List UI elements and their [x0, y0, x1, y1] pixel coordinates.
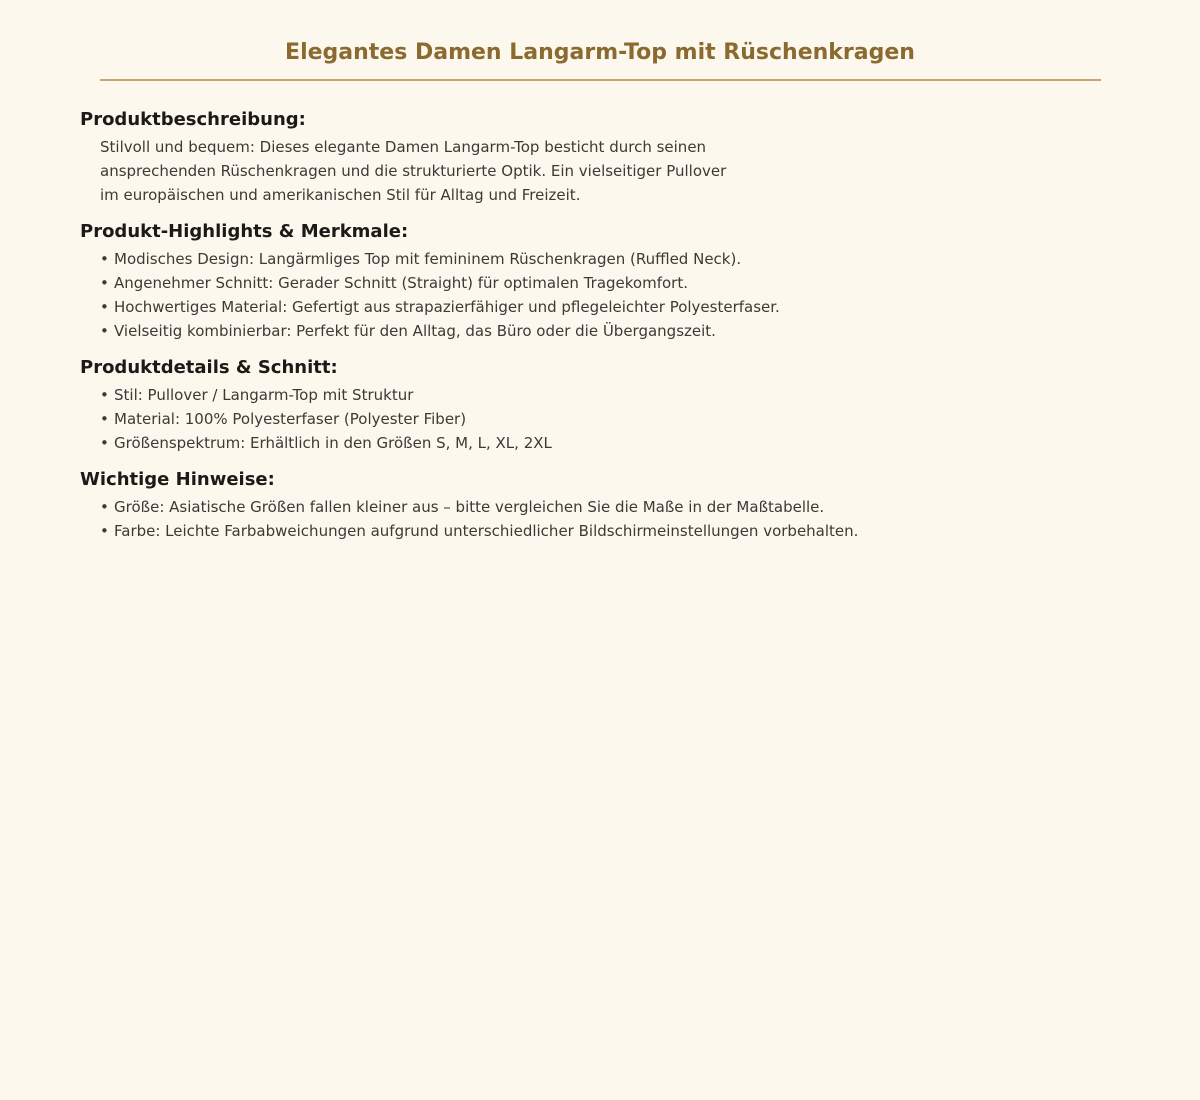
- description-paragraph: Stilvoll und bequem: Dieses elegante Damen Langarm-Top besticht durch seinen ansprechenden Rüschenkragen und die strukturierte Optik. Ein vielseitiger Pullover im europäischen und amerikanischen Stil für Alltag und Freizeit.: [100, 138, 727, 204]
- details-list: [80, 383, 1120, 455]
- list-item-text: Angenehmer Schnitt: Gerader Schnitt (Straight) für optimalen Tragekomfort.: [114, 274, 688, 292]
- bullet-icon: •: [100, 250, 109, 268]
- bullet-icon: •: [100, 498, 109, 516]
- list-item: [100, 383, 1120, 407]
- bullet-icon: •: [100, 274, 109, 292]
- list-item: [100, 431, 1120, 455]
- bullet-icon: •: [100, 410, 109, 428]
- title-divider: [100, 79, 1101, 81]
- notes-list: [80, 495, 1120, 543]
- list-item-text: Stil: Pullover / Langarm-Top mit Struktur: [114, 386, 414, 404]
- list-item-text: Hochwertiges Material: Gefertigt aus strapazierfähiger und pflegeleichter Polyesterfaser.: [114, 298, 780, 316]
- section-heading-details: Produktdetails & Schnitt:: [80, 357, 338, 378]
- list-item: [100, 247, 1120, 271]
- list-item: [100, 407, 1120, 431]
- section-description: [80, 108, 1120, 207]
- list-item-text: Größe: Asiatische Größen fallen kleiner aus – bitte vergleichen Sie die Maße in der Maßtabelle.: [114, 498, 825, 516]
- bullet-icon: •: [100, 298, 109, 316]
- list-item-text: Vielseitig kombinierbar: Perfekt für den Alltag, das Büro oder die Übergangszeit.: [114, 322, 716, 340]
- list-item: [100, 519, 1120, 543]
- section-notes: [80, 468, 1120, 543]
- product-content: [80, 108, 1120, 556]
- list-item: [100, 295, 1120, 319]
- bullet-icon: •: [100, 322, 109, 340]
- page-title: Elegantes Damen Langarm-Top mit Rüschenkragen: [285, 40, 915, 65]
- bullet-icon: •: [100, 434, 109, 452]
- bullet-icon: •: [100, 386, 109, 404]
- list-item-text: Farbe: Leichte Farbabweichungen aufgrund unterschiedlicher Bildschirmeinstellungen vorbehalten.: [114, 522, 859, 540]
- section-heading-highlights: Produkt-Highlights & Merkmale:: [80, 221, 409, 242]
- highlights-list: [80, 247, 1120, 343]
- section-heading-description: Produktbeschreibung:: [80, 109, 306, 130]
- list-item-text: Material: 100% Polyesterfaser (Polyester Fiber): [114, 410, 467, 428]
- list-item: [100, 271, 1120, 295]
- section-highlights: [80, 220, 1120, 343]
- bullet-icon: •: [100, 522, 109, 540]
- section-heading-notes: Wichtige Hinweise:: [80, 469, 275, 490]
- section-details: [80, 356, 1120, 455]
- list-item: [100, 319, 1120, 343]
- list-item: [100, 495, 1120, 519]
- list-item-text: Größenspektrum: Erhältlich in den Größen S, M, L, XL, 2XL: [114, 434, 552, 452]
- list-item-text: Modisches Design: Langärmliges Top mit femininem Rüschenkragen (Ruffled Neck).: [114, 250, 742, 268]
